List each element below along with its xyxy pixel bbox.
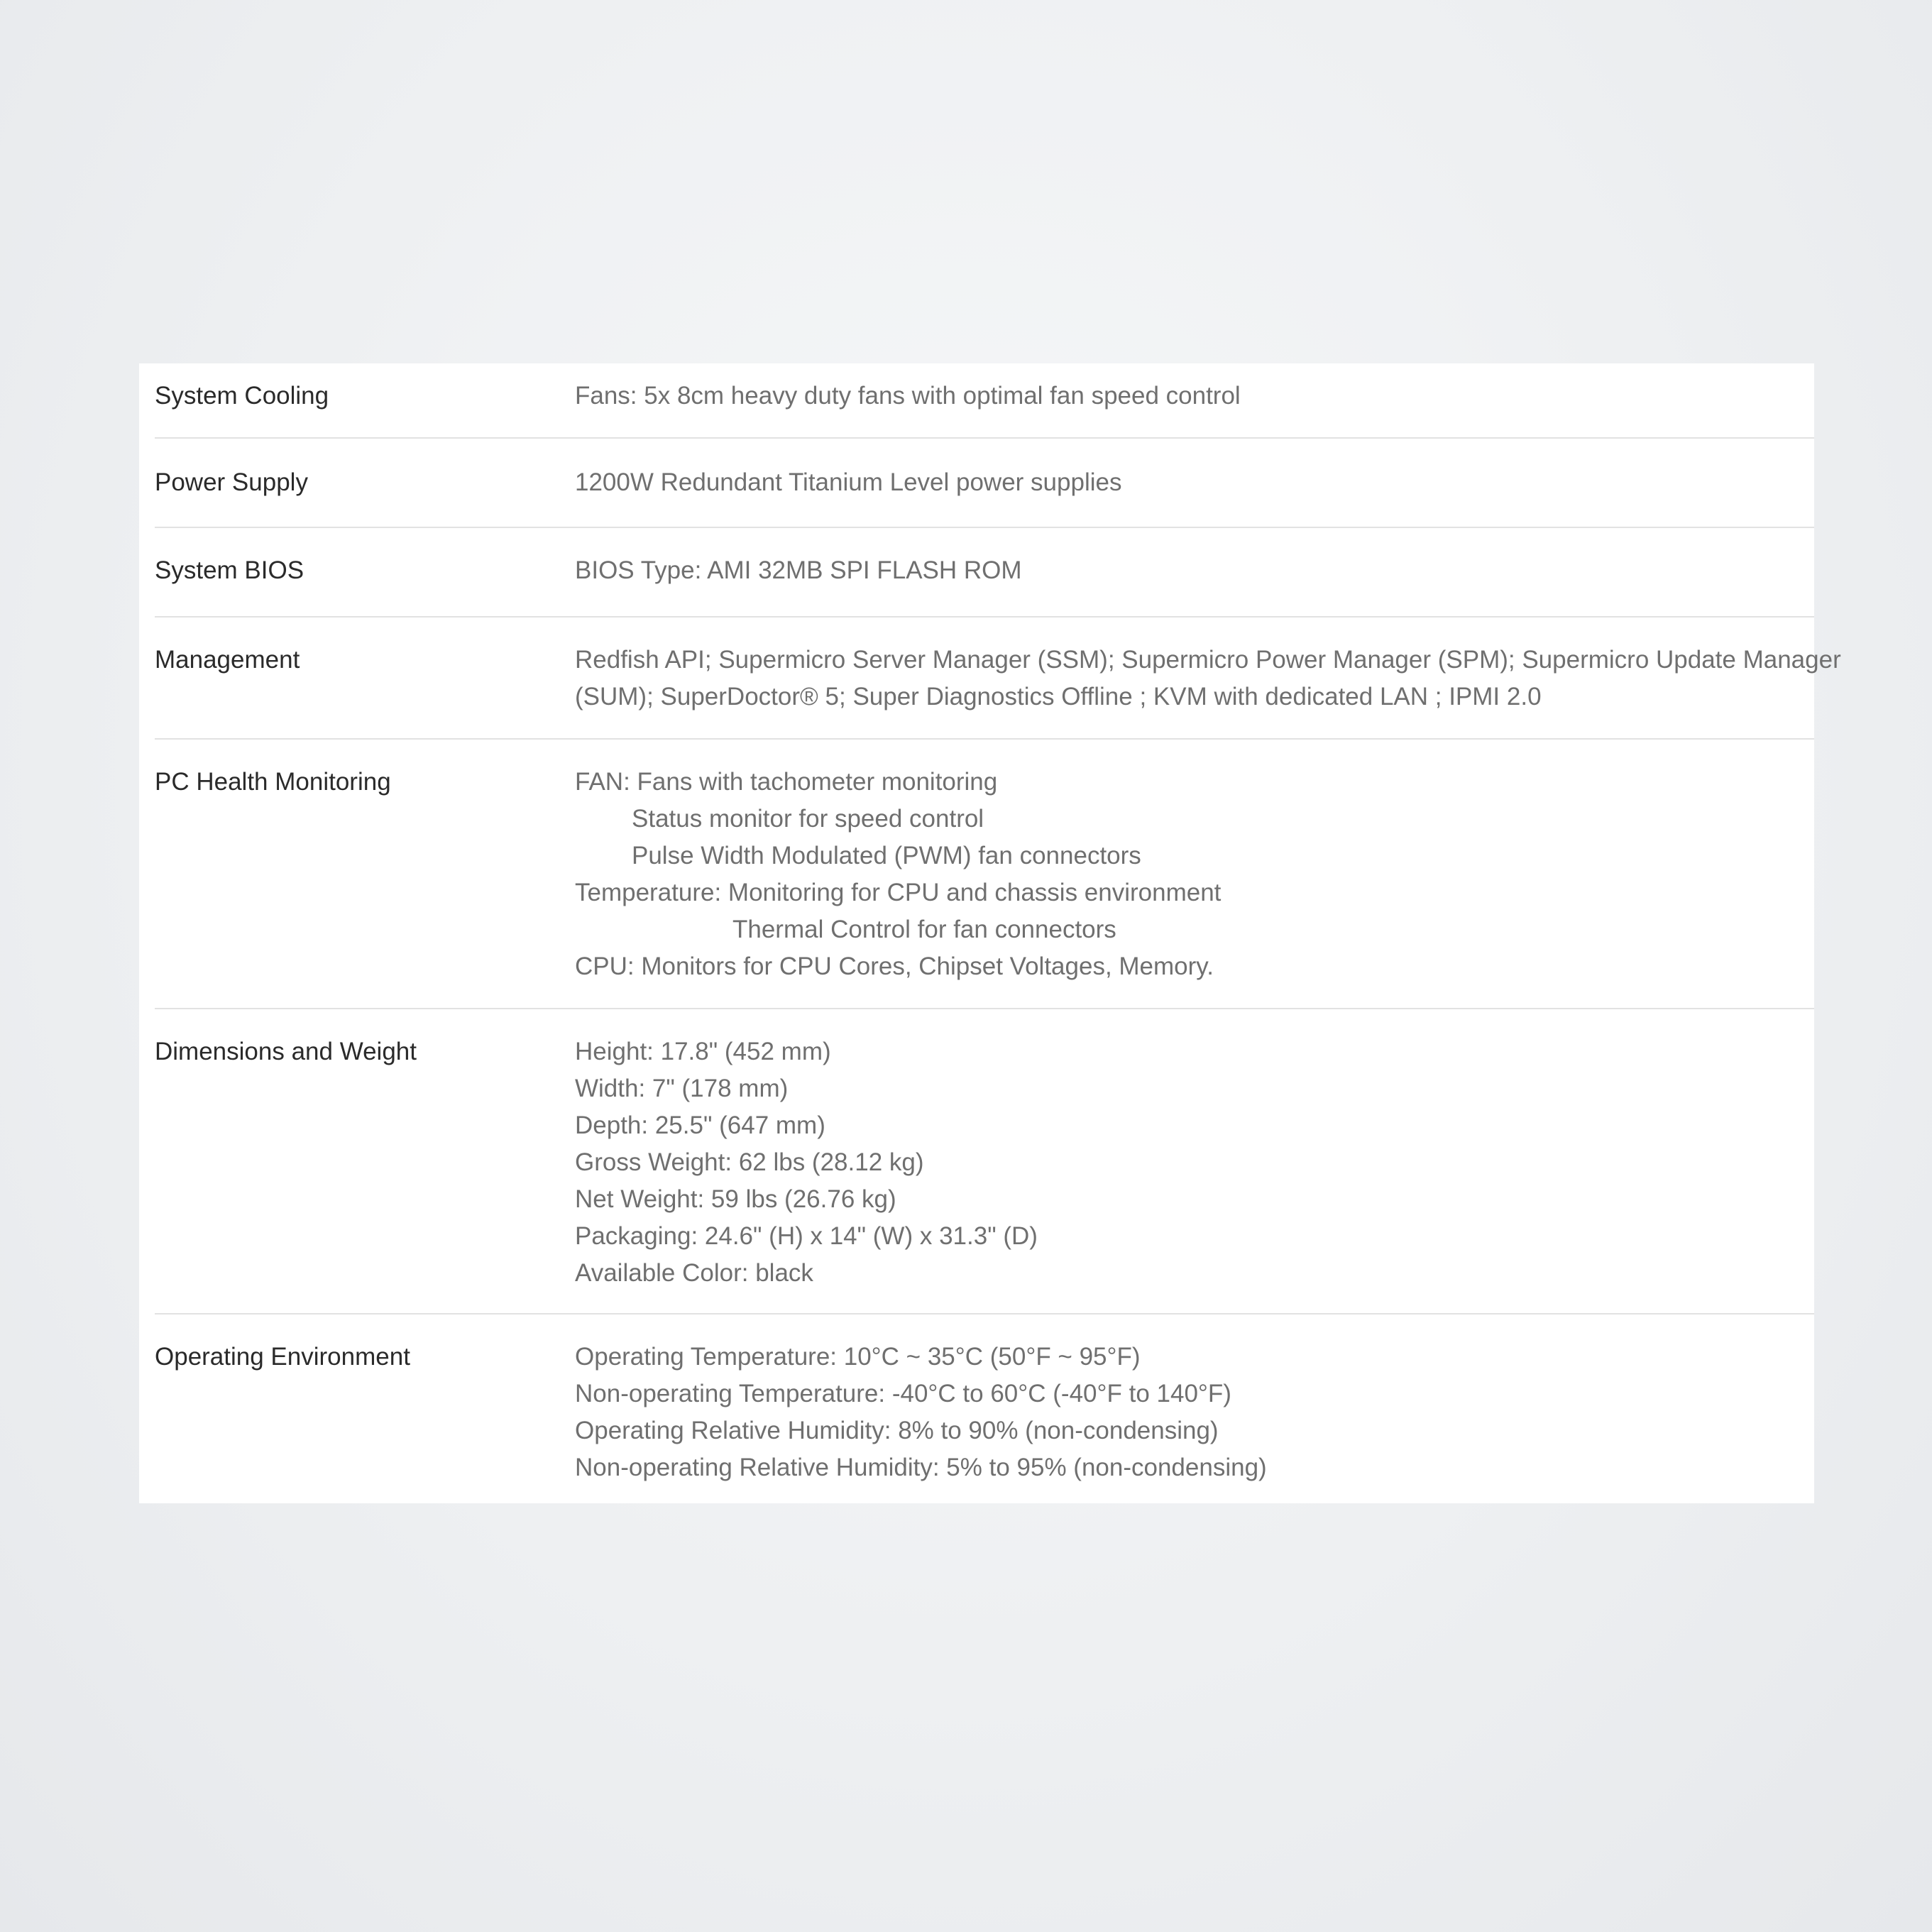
spec-row-operating-environment	[155, 1314, 1814, 1503]
spec-value-line: Depth: 25.5" (647 mm)	[575, 1112, 825, 1139]
spec-value-line: CPU: Monitors for CPU Cores, Chipset Voltages, Memory.	[575, 953, 1214, 980]
spec-row-system-cooling	[155, 363, 1814, 439]
spec-value-line: Temperature: Monitoring for CPU and chassis environment	[575, 879, 1222, 906]
spec-value-line: Status monitor for speed control	[632, 805, 984, 833]
spec-value	[575, 1339, 1803, 1486]
spec-label: PC Health Monitoring	[155, 768, 391, 796]
spec-row-dimensions-and-weight	[155, 1009, 1814, 1314]
spec-label: Management	[155, 646, 300, 674]
spec-value	[575, 378, 1803, 415]
spec-row-power-supply	[155, 439, 1814, 528]
spec-value	[575, 552, 1803, 589]
spec-value-line: Non-operating Relative Humidity: 5% to 95% (non-condensing)	[575, 1454, 1267, 1481]
spec-row-system-bios	[155, 528, 1814, 618]
spec-value-line: Packaging: 24.6" (H) x 14" (W) x 31.3" (D)	[575, 1222, 1038, 1250]
spec-value-line: Width: 7" (178 mm)	[575, 1075, 789, 1102]
spec-value-line: FAN: Fans with tachometer monitoring	[575, 768, 998, 796]
spec-value-line: Gross Weight: 62 lbs (28.12 kg)	[575, 1148, 924, 1176]
spec-value-line: 1200W Redundant Titanium Level power supplies	[575, 468, 1122, 496]
spec-label: Dimensions and Weight	[155, 1038, 417, 1065]
spec-value-line: Operating Temperature: 10°C ~ 35°C (50°F ~ 95°F)	[575, 1343, 1141, 1371]
spec-value	[575, 464, 1803, 501]
spec-value-line: Height: 17.8" (452 mm)	[575, 1038, 831, 1065]
spec-label: System BIOS	[155, 556, 304, 584]
spec-value-line: Pulse Width Modulated (PWM) fan connectors	[632, 842, 1141, 869]
spec-value	[575, 1033, 1803, 1292]
spec-label: Operating Environment	[155, 1343, 410, 1371]
spec-value-line: Fans: 5x 8cm heavy duty fans with optimal fan speed control	[575, 382, 1241, 410]
spec-value-line: Operating Relative Humidity: 8% to 90% (non-condensing)	[575, 1417, 1219, 1444]
spec-value	[575, 642, 1841, 715]
spec-label: Power Supply	[155, 468, 308, 496]
specifications-table	[139, 363, 1841, 1503]
spec-value-line: Available Color: black	[575, 1259, 813, 1287]
spec-value	[575, 764, 1803, 985]
spec-value-line: BIOS Type: AMI 32MB SPI FLASH ROM	[575, 556, 1022, 584]
spec-row-pc-health-monitoring	[155, 740, 1814, 1009]
spec-label: System Cooling	[155, 382, 329, 410]
spec-value-line: Thermal Control for fan connectors	[732, 916, 1116, 943]
spec-value-line: Net Weight: 59 lbs (26.76 kg)	[575, 1185, 896, 1213]
spec-row-management	[155, 618, 1841, 740]
spec-value-line: (SUM); SuperDoctor® 5; Super Diagnostics Offline ; KVM with dedicated LAN ; IPMI 2.0	[575, 683, 1542, 710]
spec-value-line: Redfish API; Supermicro Server Manager (SSM); Supermicro Power Manager (SPM); Supermicro Update Manager	[575, 646, 1841, 674]
spec-value-line: Non-operating Temperature: -40°C to 60°C (-40°F to 140°F)	[575, 1380, 1231, 1407]
